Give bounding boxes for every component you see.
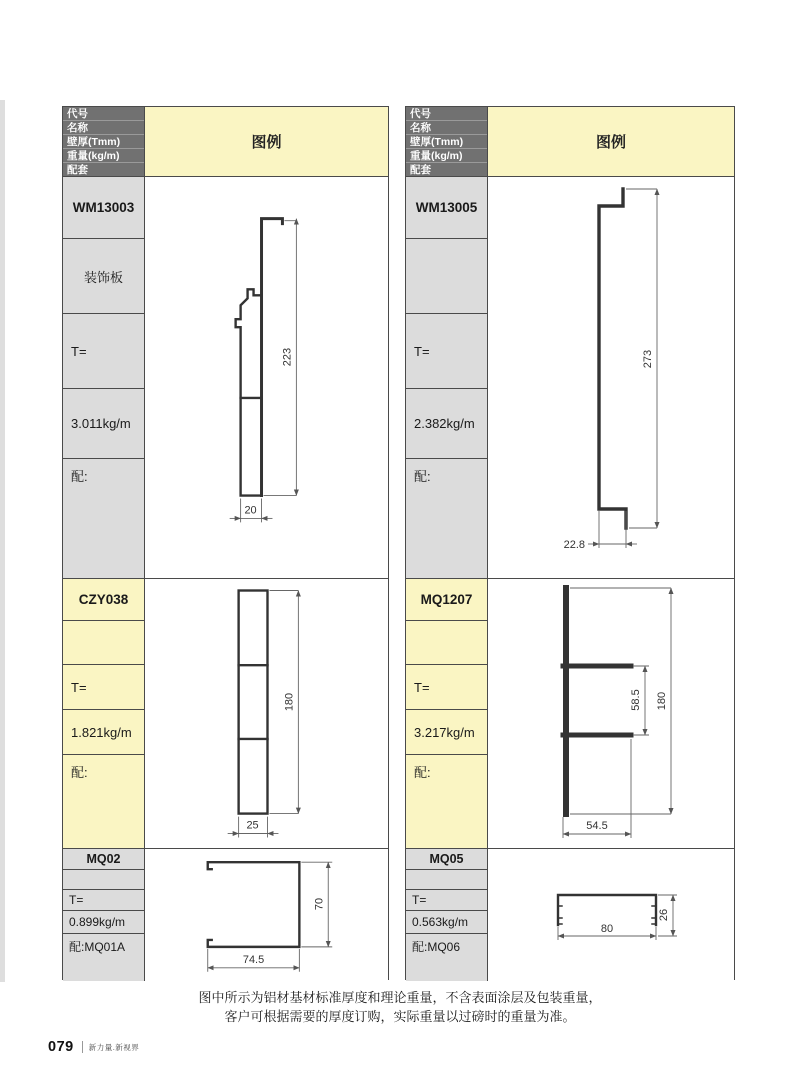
product-thickness: T= (63, 314, 144, 389)
product-weight: 3.011kg/m (63, 389, 144, 459)
product-table-left (62, 106, 389, 980)
profile-drawing-mq02 (145, 849, 388, 981)
table-header-left (63, 107, 388, 177)
dim-label: 26 (658, 908, 670, 922)
dim-label: 54.5 (586, 820, 608, 832)
dim-label: 25 (246, 819, 259, 832)
product-thickness: T= (406, 314, 487, 389)
header-weight: 重量(kg/m) (63, 149, 144, 163)
dim-label: 223 (281, 347, 294, 367)
profile-drawing-mq1207 (488, 579, 734, 848)
legend-header: 图例 (488, 107, 734, 177)
product-name (406, 239, 487, 314)
profile-drawing-czy038 (145, 579, 388, 848)
product-table-right (405, 106, 735, 980)
product-thickness: T= (406, 890, 487, 911)
header-name: 名称 (63, 121, 144, 135)
product-accessory: 配: (406, 459, 487, 578)
page-number: 079 (48, 1039, 74, 1055)
dim-label: 273 (642, 349, 654, 369)
header-name: 名称 (406, 121, 487, 135)
dim-label: 70 (313, 897, 326, 911)
section-czy038 (63, 578, 388, 848)
section-mq05 (406, 848, 734, 981)
section-wm13005 (406, 177, 734, 578)
product-code: MQ05 (406, 849, 487, 870)
dim-label: 22.8 (563, 539, 585, 551)
dim-label: 180 (656, 691, 668, 711)
section-wm13003 (63, 177, 388, 578)
dim-label: 80 (600, 923, 614, 935)
product-code: CZY038 (63, 579, 144, 621)
product-name (63, 621, 144, 665)
product-weight: 1.821kg/m (63, 710, 144, 755)
product-name (406, 621, 487, 665)
product-accessory: 配:MQ06 (406, 934, 487, 981)
product-thickness: T= (63, 890, 144, 911)
header-code: 代号 (63, 107, 144, 121)
dim-label: 180 (283, 692, 296, 712)
dim-label: 74.5 (242, 953, 265, 966)
profile-drawing-wm13003 (145, 177, 388, 578)
section-mq1207 (406, 578, 734, 848)
product-code: WM13003 (63, 177, 144, 239)
product-accessory: 配: (406, 755, 487, 848)
product-accessory: 配:MQ01A (63, 934, 144, 981)
product-name: 装饰板 (63, 239, 144, 314)
header-thickness: 壁厚(Tmm) (406, 135, 487, 149)
footnote-line-2: 客户可根据需要的厚度订购，实际重量以过磅时的重量为准。 (224, 1009, 576, 1024)
footer-divider (82, 1041, 83, 1053)
profile-drawing-mq05 (488, 849, 734, 981)
product-weight: 0.899kg/m (63, 911, 144, 934)
product-name (63, 870, 144, 890)
page-footer (48, 1039, 139, 1055)
legend-header: 图例 (145, 107, 388, 177)
product-accessory: 配: (63, 755, 144, 848)
product-weight: 2.382kg/m (406, 389, 487, 459)
product-name (406, 870, 487, 890)
footer-brand-text: 新力量.新视界 (88, 1042, 140, 1052)
profile-drawing-wm13005 (488, 177, 734, 578)
header-thickness: 壁厚(Tmm) (63, 135, 144, 149)
header-weight: 重量(kg/m) (406, 149, 487, 163)
header-accessory: 配套 (406, 163, 487, 177)
dim-label: 20 (244, 504, 257, 517)
product-thickness: T= (406, 665, 487, 710)
product-accessory: 配: (63, 459, 144, 578)
product-weight: 3.217kg/m (406, 710, 487, 755)
section-mq02 (63, 848, 388, 981)
footnote-line-1: 图中所示为铝材基材标准厚度和理论重量，不含表面涂层及包装重量， (198, 990, 602, 1005)
page-edge-strip (0, 100, 5, 982)
header-accessory: 配套 (63, 163, 144, 177)
table-header-right (406, 107, 734, 177)
header-code: 代号 (406, 107, 487, 121)
product-code: MQ02 (63, 849, 144, 870)
product-code: WM13005 (406, 177, 487, 239)
product-weight: 0.563kg/m (406, 911, 487, 934)
product-thickness: T= (63, 665, 144, 710)
dim-label: 58.5 (630, 689, 642, 711)
product-code: MQ1207 (406, 579, 487, 621)
